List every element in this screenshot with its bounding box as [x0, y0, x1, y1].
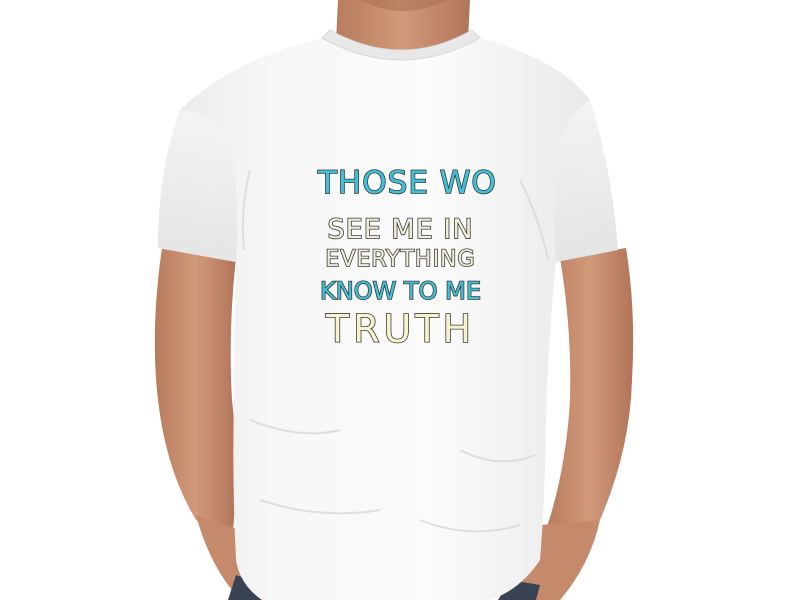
print-line-4: KNOW TO ME: [320, 277, 481, 305]
right-arm: [546, 248, 633, 530]
print-line-3: EVERYTHING: [325, 247, 476, 272]
tshirt-print: [318, 165, 497, 351]
left-arm: [155, 248, 236, 540]
print-line-2: SEE ME IN: [327, 214, 474, 245]
print-line-1: THOSE WO: [318, 165, 497, 201]
print-line-5: TRUTH: [325, 307, 476, 351]
